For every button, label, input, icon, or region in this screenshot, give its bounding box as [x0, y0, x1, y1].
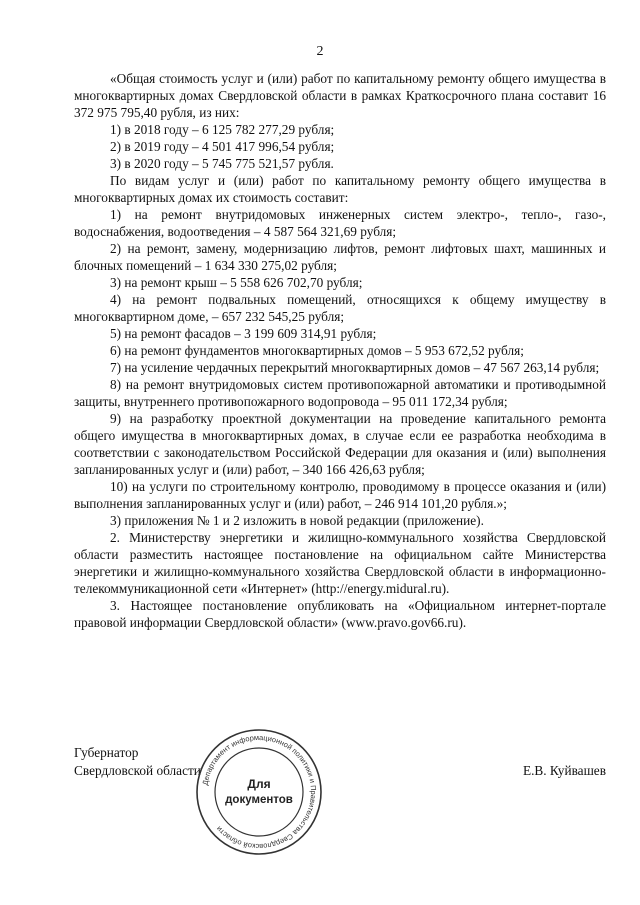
page-number: 2	[316, 44, 324, 59]
paragraph-appendices: 3) приложения № 1 и 2 изложить в новой редакции (приложение).	[110, 513, 484, 528]
paragraph-clause-2: 2. Министерству энергетики и жилищно-коммунального хозяйства Свердловской области разместить настоящее постановление на официальном сайте Министерства энергетики и жилищно-коммунального хозяйства Свердловской области в информационно-телекоммуникационной сети «Интернет» (http://energy.midural.ru).	[74, 530, 606, 596]
signature-position	[74, 744, 201, 780]
paragraph-item-8: 8) на ремонт внутридомовых систем противопожарной автоматики и противодымной защиты, внутреннего противопожарного водопровода – 95 011 172,34 рубля;	[74, 377, 606, 409]
paragraph-2020: 3) в 2020 году – 5 745 775 521,57 рубля.	[110, 156, 334, 171]
paragraph-item-4: 4) на ремонт подвальных помещений, относящихся к общему имуществу в многоквартирном доме, – 657 232 545,25 рубля;	[74, 292, 606, 324]
paragraph-item-6: 6) на ремонт фундаментов многоквартирных домов – 5 953 672,52 рубля;	[110, 343, 524, 358]
signature-position-line2: Свердловской области	[74, 763, 201, 778]
paragraph-clause-3: 3. Настоящее постановление опубликовать на «Официальном интернет-портале правовой информации Свердловской области» (www.pravo.gov66.ru).	[74, 598, 606, 630]
stamp-ring-text: Департамент информационной политики и Правительства Свердловской области	[200, 732, 319, 852]
signature-name: Е.В. Куйвашев	[522, 763, 606, 778]
paragraph-item-7: 7) на усиление чердачных перекрытий многоквартирных домов – 47 567 263,14 рубля;	[110, 360, 600, 375]
stamp-center-line2: документов	[225, 794, 293, 806]
paragraph-item-1: 1) на ремонт внутридомовых инженерных систем электро-, тепло-, газо-, водоснабжения, водоотведения – 4 587 564 321,69 рубля;	[74, 207, 606, 239]
stamp-center-line1: Для	[247, 777, 271, 791]
paragraph-item-2: 2) на ремонт, замену, модернизацию лифтов, ремонт лифтовых шахт, машинных и блочных помещений – 1 634 330 275,02 рубля;	[74, 241, 606, 273]
paragraph-item-3: 3) на ремонт крыш – 5 558 626 702,70 рубля;	[110, 275, 363, 290]
document-body	[74, 70, 606, 631]
paragraph-item-9: 9) на разработку проектной документации на проведение капитального ремонта общего имущества в многоквартирных домах, в случае если ее разработка необходима в соответствии с законодательством Российской Федерации для оказания и (или) выполнения запланированных услуг и (или) работ, – 340 166 426,63 рубля;	[74, 411, 606, 477]
paragraph-total-cost: «Общая стоимость услуг и (или) работ по капитальному ремонту общего имущества в многоквартирных домах Свердловской области в рамках Краткосрочного плана составит 16 372 975 795,40 рубля, из них:	[74, 71, 606, 120]
paragraph-item-10: 10) на услуги по строительному контролю, проводимому в процессе оказания и (или) выполнения запланированных услуг и (или) работ, – 246 914 101,20 рубля.»;	[74, 479, 606, 511]
paragraph-by-type-intro: По видам услуг и (или) работ по капитальному ремонту общего имущества в многоквартирных домах их стоимость составит:	[74, 173, 606, 205]
seal-stamp	[194, 727, 324, 857]
paragraph-2018: 1) в 2018 году – 6 125 782 277,29 рубля;	[110, 122, 335, 137]
paragraph-item-5: 5) на ремонт фасадов – 3 199 609 314,91 рубля;	[110, 326, 377, 341]
signature-position-line1: Губернатор	[74, 745, 139, 760]
paragraph-2019: 2) в 2019 году – 4 501 417 996,54 рубля;	[110, 139, 335, 154]
